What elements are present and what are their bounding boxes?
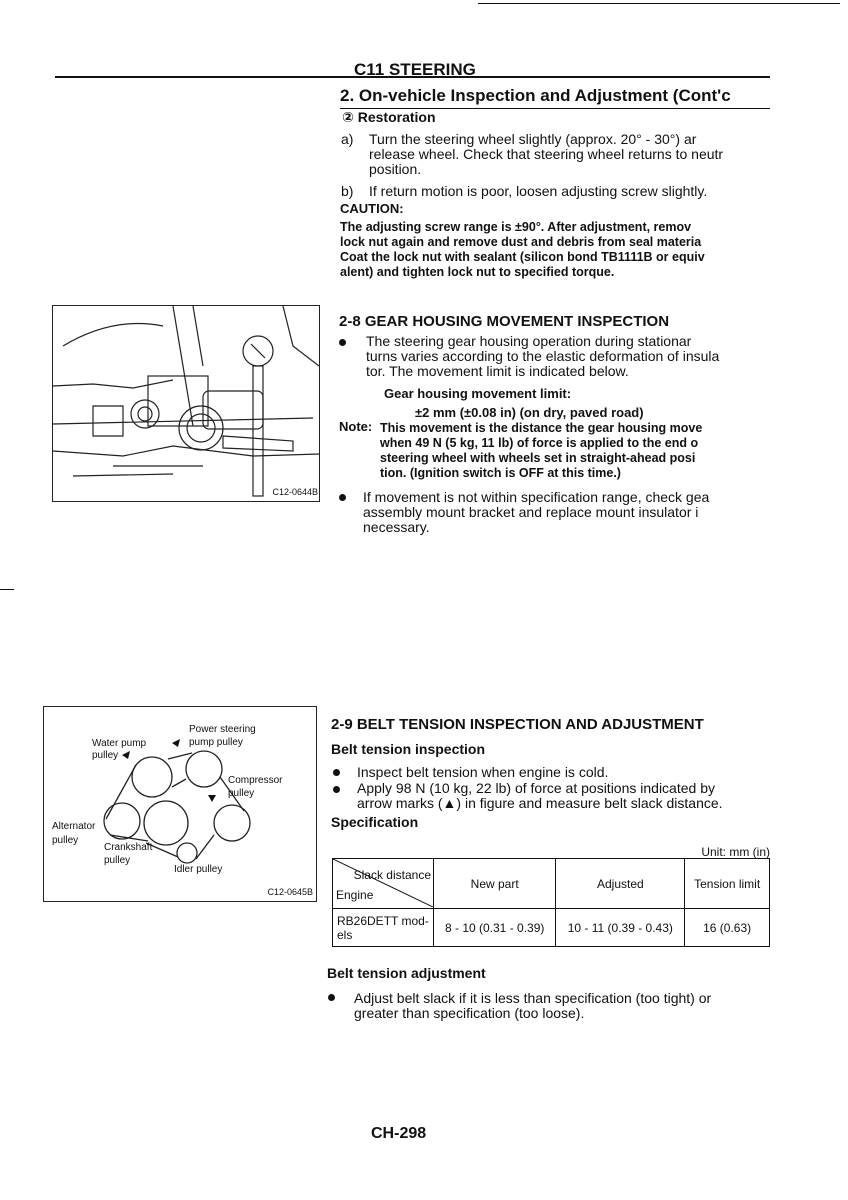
gear-housing-illustration	[53, 306, 319, 501]
col-new-part: New part	[434, 859, 556, 909]
crankshaft-pulley-shape	[144, 801, 188, 845]
bullet-icon	[333, 786, 340, 793]
bullet-icon	[328, 994, 335, 1001]
alternator-pulley-label: pulley	[52, 835, 79, 846]
note-line: tion. (Ignition switch is OFF at this time.)	[380, 466, 621, 480]
note-text	[380, 421, 772, 481]
gear-housing-bullet2	[363, 490, 772, 535]
note-line: This movement is the distance the gear housing move	[380, 421, 703, 435]
note-label: Note:	[339, 419, 373, 434]
corner-bottom-label: Engine	[336, 887, 374, 902]
gear-housing-bullet1-line: The steering gear housing operation during stationar	[366, 334, 692, 349]
row-adjusted-cell: 10 - 11 (0.39 - 0.43)	[556, 909, 685, 947]
water-pump-pulley-shape	[132, 757, 172, 797]
crankshaft-label: Crankshaft	[104, 842, 153, 853]
belt-bullet2-line: arrow marks (▲) in figure and measure belt slack distance.	[357, 796, 723, 811]
belt-adjustment-text	[354, 991, 772, 1021]
gear-housing-bullet1	[366, 334, 772, 379]
corner-top-label: Slack distance	[353, 867, 431, 882]
specification-heading: Specification	[331, 814, 419, 830]
row-engine-cell: RB26DETT mod-els	[333, 909, 434, 947]
alternator-pulley-shape	[104, 803, 140, 839]
gear-housing-bullet1-line: turns varies according to the elastic deformation of insula	[366, 349, 720, 364]
belt-figure-code: C12-0645B	[267, 887, 313, 897]
belt-adjustment-line: Adjust belt slack if it is less than specification (too tight) or	[354, 991, 712, 1006]
power-steering-pulley-shape	[186, 751, 222, 787]
belt-bullet1: Inspect belt tension when engine is cold.	[357, 765, 609, 780]
restoration-item-a	[369, 132, 771, 177]
row-tension-limit-cell: 16 (0.63)	[685, 909, 770, 947]
top-rule	[478, 3, 840, 4]
belt-bullet2	[357, 781, 772, 811]
water-pump-label: Water pump	[92, 738, 147, 749]
power-steering-label: Power steering	[189, 724, 256, 735]
caution-line: lock nut again and remove dust and debris from seal materia	[340, 235, 702, 249]
idler-pulley-label: Idler pulley	[174, 864, 223, 875]
restoration-item-a-line: Turn the steering wheel slightly (approx. 20° - 30°) ar	[369, 132, 697, 147]
compressor-pulley-label: pulley	[228, 788, 255, 799]
gear-housing-bullet2-line: assembly mount bracket and replace mount insulator i	[363, 505, 699, 520]
table-corner-cell	[333, 859, 434, 909]
compressor-pulley-shape	[214, 805, 250, 841]
note-line: steering wheel with wheels set in straight-ahead posi	[380, 451, 696, 465]
crankshaft-pulley-label: pulley	[104, 855, 131, 866]
gear-housing-bullet2-line: If movement is not within specification range, check gea	[363, 490, 710, 505]
table-row	[333, 909, 770, 947]
restoration-heading: ② Restoration	[342, 109, 436, 125]
alternator-label: Alternator	[52, 821, 96, 832]
caution-label: CAUTION:	[340, 201, 404, 216]
restoration-item-a-line: position.	[369, 162, 422, 177]
bullet-icon	[339, 339, 346, 346]
caution-line: The adjusting screw range is ±90°. After adjustment, remov	[340, 220, 692, 234]
restoration-item-b: If return motion is poor, loosen adjusting screw slightly.	[369, 184, 708, 199]
caution-text	[340, 220, 772, 280]
belt-title: 2-9 BELT TENSION INSPECTION AND ADJUSTMENT	[331, 716, 704, 733]
note-line: when 49 N (5 kg, 11 lb) of force is applied to the end o	[380, 436, 699, 450]
restoration-item-a-marker: a)	[341, 131, 354, 147]
belt-adjustment-line: greater than specification (too loose).	[354, 1006, 585, 1021]
belt-bullet2-line: Apply 98 N (10 kg, 22 lb) of force at positions indicated by	[357, 781, 715, 796]
gear-housing-figure	[52, 305, 320, 502]
col-tension-limit: Tension limit	[685, 859, 770, 909]
bullet-icon	[333, 769, 340, 776]
belt-inspection-heading: Belt tension inspection	[331, 741, 486, 757]
restoration-item-a-line: release wheel. Check that steering wheel returns to neutr	[369, 147, 724, 162]
gear-housing-title: 2-8 GEAR HOUSING MOVEMENT INSPECTION	[339, 313, 670, 330]
row-new-part-cell: 8 - 10 (0.31 - 0.39)	[434, 909, 556, 947]
compressor-label: Compressor	[228, 775, 283, 786]
page-number: CH-298	[371, 1125, 427, 1142]
movement-limit-value: ±2 mm (±0.08 in) (on dry, paved road)	[415, 405, 644, 420]
water-pump-pulley-label: pulley	[92, 750, 119, 761]
idler-pulley-shape	[177, 843, 197, 863]
belt-spec-table	[332, 858, 770, 947]
bullet-icon	[339, 494, 346, 501]
belt-adjustment-heading: Belt tension adjustment	[327, 965, 486, 981]
belt-figure	[43, 706, 317, 902]
caution-line: Coat the lock nut with sealant (silicon bond TB1111B or equiv	[340, 250, 705, 264]
restoration-item-b-marker: b)	[341, 183, 354, 199]
pump-pulley-label: pump pulley	[189, 737, 243, 748]
gear-housing-bullet1-line: tor. The movement limit is indicated below.	[366, 364, 629, 379]
col-adjusted: Adjusted	[556, 859, 685, 909]
gear-housing-figure-code: C12-0644B	[272, 487, 318, 497]
margin-mark	[0, 589, 14, 590]
caution-line: alent) and tighten lock nut to specified torque.	[340, 265, 615, 279]
table-header-row	[333, 859, 770, 909]
section-title: 2. On-vehicle Inspection and Adjustment (Cont'c	[340, 86, 731, 105]
unit-label: Unit: mm (in)	[701, 845, 770, 859]
movement-limit-label: Gear housing movement limit:	[384, 386, 572, 401]
chapter-title: C11 STEERING	[354, 60, 476, 79]
gear-housing-bullet2-line: necessary.	[363, 520, 430, 535]
